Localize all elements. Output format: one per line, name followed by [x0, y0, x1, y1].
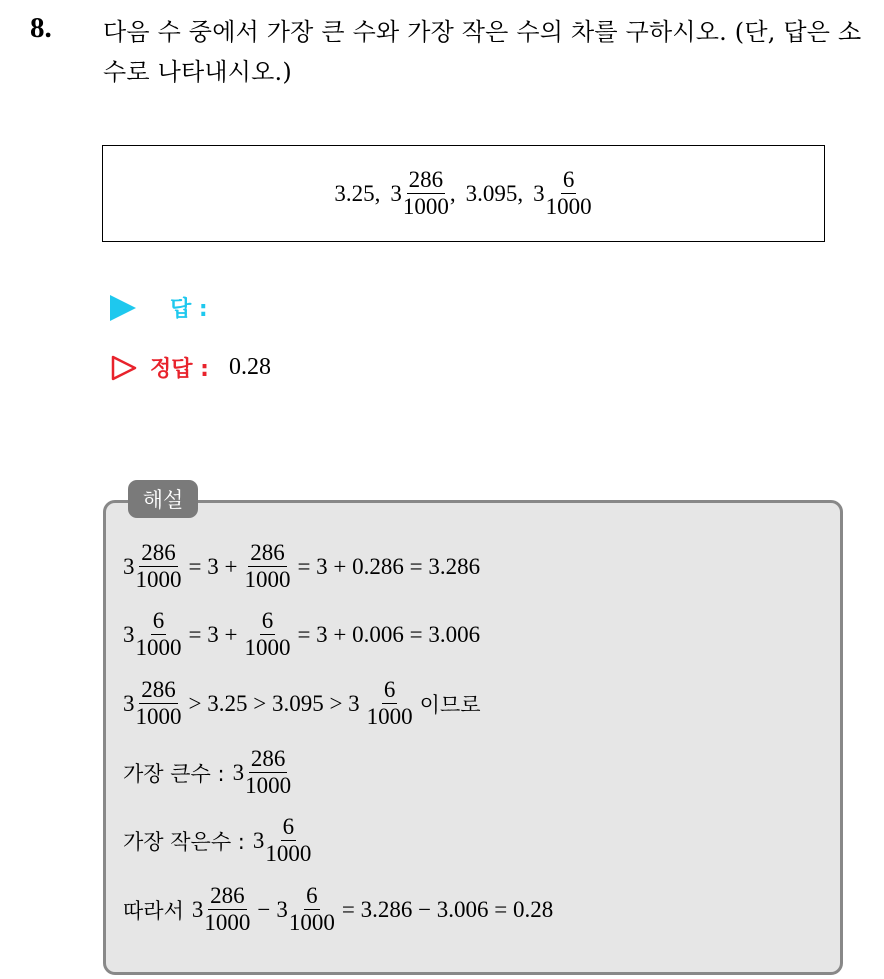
fraction	[244, 608, 290, 661]
number-item: 3.25,	[334, 180, 381, 206]
answer-row	[110, 292, 208, 323]
fraction	[204, 883, 250, 936]
equation-part: = 3.286 − 3.006 = 0.28	[341, 896, 554, 922]
solution-line-2	[123, 608, 486, 661]
numbers-box	[102, 145, 825, 242]
solution-line-4	[123, 746, 292, 799]
largest-label: 가장 큰수 :	[123, 761, 225, 786]
equation-part: = 3 +	[188, 553, 238, 579]
number-item: 3.095,	[465, 180, 524, 206]
fraction-numerator: 6	[383, 677, 396, 702]
fraction-denominator: 1000	[245, 773, 292, 798]
fraction-denominator: 1000	[135, 704, 182, 729]
mixed-whole: 3	[232, 759, 245, 785]
fraction	[367, 677, 413, 730]
fraction	[403, 167, 449, 220]
solution-line-3	[123, 677, 487, 730]
fraction-denominator: 1000	[402, 194, 449, 219]
fraction-numerator: 286	[250, 540, 285, 565]
fraction	[546, 167, 592, 220]
play-triangle-icon	[110, 295, 136, 321]
comparison: > 3.25 > 3.095 > 3	[188, 690, 360, 716]
fraction-numerator: 286	[141, 540, 176, 565]
solution-line-6	[123, 883, 559, 936]
fraction-denominator: 1000	[288, 910, 335, 935]
mixed-whole: 3	[191, 896, 204, 922]
conclusion-word: 이므로	[419, 692, 481, 717]
smallest-label: 가장 작은수 :	[123, 829, 245, 854]
answer-label: 답 :	[170, 297, 208, 322]
question-text: 다음 수 중에서 가장 큰 수와 가장 작은 수의 차를 구하시오. (단, 답은 소수로 나타내시오.)	[103, 18, 862, 86]
question-number: 8.	[30, 12, 52, 44]
fraction	[245, 746, 291, 799]
correct-answer-label: 정답 :	[150, 357, 209, 382]
fraction	[136, 540, 182, 593]
fraction-denominator: 1000	[265, 841, 312, 866]
fraction	[136, 608, 182, 661]
fraction-numerator: 286	[210, 883, 245, 908]
minus-sign: −	[257, 896, 271, 922]
therefore-label: 따라서	[123, 898, 184, 923]
fraction-denominator: 1000	[135, 567, 182, 592]
fraction-numerator: 286	[250, 746, 286, 771]
fraction	[289, 883, 335, 936]
fraction-denominator: 1000	[135, 635, 182, 660]
fraction	[244, 540, 290, 593]
mixed-whole: 3	[123, 690, 135, 716]
fraction	[265, 814, 311, 867]
mixed-whole: 3	[123, 553, 135, 579]
solution-tab: 해설	[128, 480, 198, 518]
fraction-denominator: 1000	[366, 704, 413, 729]
fraction-numerator: 6	[306, 883, 318, 908]
equation-part: = 3 + 0.006 = 3.006	[297, 621, 481, 647]
fraction-numerator: 6	[562, 167, 575, 192]
fraction-numerator: 6	[152, 608, 165, 633]
fraction-denominator: 1000	[545, 194, 592, 219]
fraction-numerator: 6	[261, 608, 274, 633]
fraction-numerator: 286	[408, 167, 444, 192]
mixed-whole: 3	[533, 180, 545, 206]
mixed-whole: 3	[252, 827, 265, 853]
outline-triangle-icon	[110, 354, 138, 382]
correct-answer-value: 0.28	[228, 354, 271, 380]
equation-part: = 3 +	[188, 621, 238, 647]
solution-line-5	[123, 814, 312, 867]
fraction-numerator: 286	[141, 677, 176, 702]
fraction-denominator: 1000	[244, 635, 291, 660]
mixed-whole: 3	[123, 621, 135, 647]
fraction-denominator: 1000	[244, 567, 291, 592]
mixed-whole: 3	[390, 180, 402, 206]
fraction-denominator: 1000	[204, 910, 251, 935]
comma: ,	[449, 180, 456, 206]
fraction	[136, 677, 182, 730]
mixed-whole: 3	[276, 896, 288, 922]
fraction-numerator: 6	[282, 814, 295, 839]
correct-answer-row	[110, 352, 271, 383]
equation-part: = 3 + 0.286 = 3.286	[297, 553, 481, 579]
solution-line-1	[123, 540, 486, 593]
